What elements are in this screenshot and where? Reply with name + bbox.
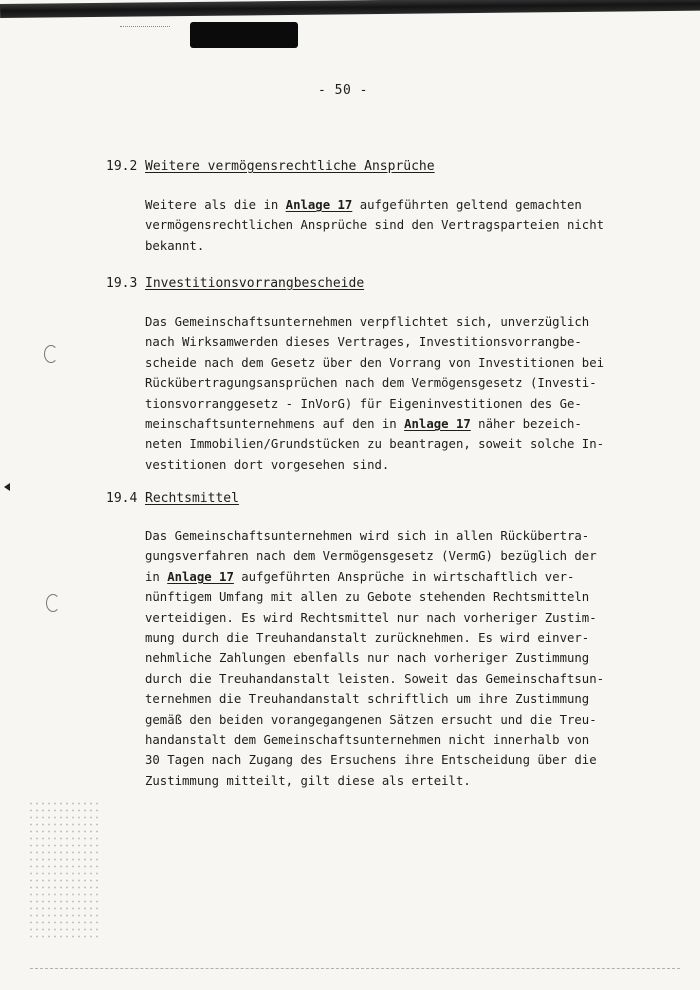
- section-paragraph: [145, 312, 605, 475]
- paragraph-line: gungsverfahren nach dem Vermögensgesetz (VermG) bezüglich der: [145, 549, 597, 564]
- paragraph-line: neten Immobilien/Grundstücken zu beantragen, soweit solche In-: [145, 437, 605, 452]
- scan-noise: [28, 800, 98, 940]
- punch-hole-mark: [44, 345, 58, 363]
- paragraph-line: tionsvorranggesetz - InVorG) für Eigeninvestitionen des Ge-: [145, 396, 582, 411]
- paragraph-line: scheide nach dem Gesetz über den Vorrang von Investitionen bei: [145, 355, 605, 370]
- section-number: 19.4: [106, 491, 138, 506]
- paragraph-line: bekannt.: [145, 238, 205, 253]
- section-number: 19.3: [106, 276, 138, 291]
- section-paragraph: [145, 526, 605, 791]
- section-title: Weitere vermögensrechtliche Ansprüche: [145, 159, 435, 174]
- paragraph-line: 30 Tagen nach Zugang des Ersuchens ihre Entscheidung über die: [145, 753, 597, 768]
- paragraph-line: Das Gemeinschaftsunternehmen wird sich in allen Rückübertra-: [145, 529, 590, 543]
- paragraph-line: nünftigem Umfang mit allen zu Gebote stehenden Rechtsmitteln: [145, 590, 590, 605]
- paragraph-line: verteidigen. Es wird Rechtsmittel nur nach vorheriger Zustim-: [145, 610, 597, 625]
- redaction-block: [190, 22, 298, 48]
- annex-reference: Anlage 17: [285, 198, 353, 212]
- paragraph-line: Weitere als die in Anlage 17 aufgeführten geltend gemachten: [145, 198, 582, 212]
- paragraph-line: gemäß den beiden vorangegangenen Sätzen ersucht und die Treu-: [145, 712, 597, 727]
- paragraph-line: mung durch die Treuhandanstalt zurücknehmen. Es wird einver-: [145, 631, 590, 646]
- paragraph-line: handanstalt dem Gemeinschaftsunternehmen nicht innerhalb von: [145, 733, 590, 748]
- annex-reference: Anlage 17: [167, 569, 234, 584]
- paragraph-line: nehmliche Zahlungen ebenfalls nur nach vorheriger Zustimmung: [145, 651, 590, 666]
- paragraph-line: ternehmen die Treuhandanstalt schriftlich um ihre Zustimmung: [145, 692, 590, 707]
- section-number: 19.2: [106, 159, 138, 174]
- section-title: Investitionsvorrangbescheide: [145, 276, 365, 291]
- paragraph-line: meinschaftsunternehmens auf den in Anlage 17 näher bezeich-: [145, 417, 582, 432]
- scan-header-bar: [0, 0, 700, 18]
- margin-arrow-marker: [4, 483, 10, 491]
- paragraph-line: nach Wirksamwerden dieses Vertrages, Investitionsvorrangbe-: [145, 335, 582, 350]
- paragraph-line: vestitionen dort vorgesehen sind.: [145, 457, 390, 472]
- section-title: Rechtsmittel: [145, 491, 239, 506]
- page-number: - 50 -: [318, 83, 368, 98]
- punch-hole-mark: [46, 594, 60, 612]
- scan-bottom-edge: [30, 968, 680, 969]
- paragraph-line: vermögensrechtlichen Ansprüche sind den Vertragsparteien nicht: [145, 218, 605, 233]
- paragraph-line: Rückübertragungsansprüchen nach dem Vermögensgesetz (Investi-: [145, 376, 597, 391]
- section-paragraph: [145, 195, 605, 256]
- paragraph-line: Zustimmung mitteilt, gilt diese als erteilt.: [145, 773, 471, 788]
- annex-reference: Anlage 17: [404, 417, 471, 432]
- paragraph-line: Das Gemeinschaftsunternehmen verpflichtet sich, unverzüglich: [145, 315, 590, 329]
- paragraph-line: in Anlage 17 aufgeführten Ansprüche in wirtschaftlich ver-: [145, 569, 575, 584]
- scan-smudge: [120, 26, 170, 31]
- paragraph-line: durch die Treuhandanstalt leisten. Soweit das Gemeinschaftsun-: [145, 671, 605, 686]
